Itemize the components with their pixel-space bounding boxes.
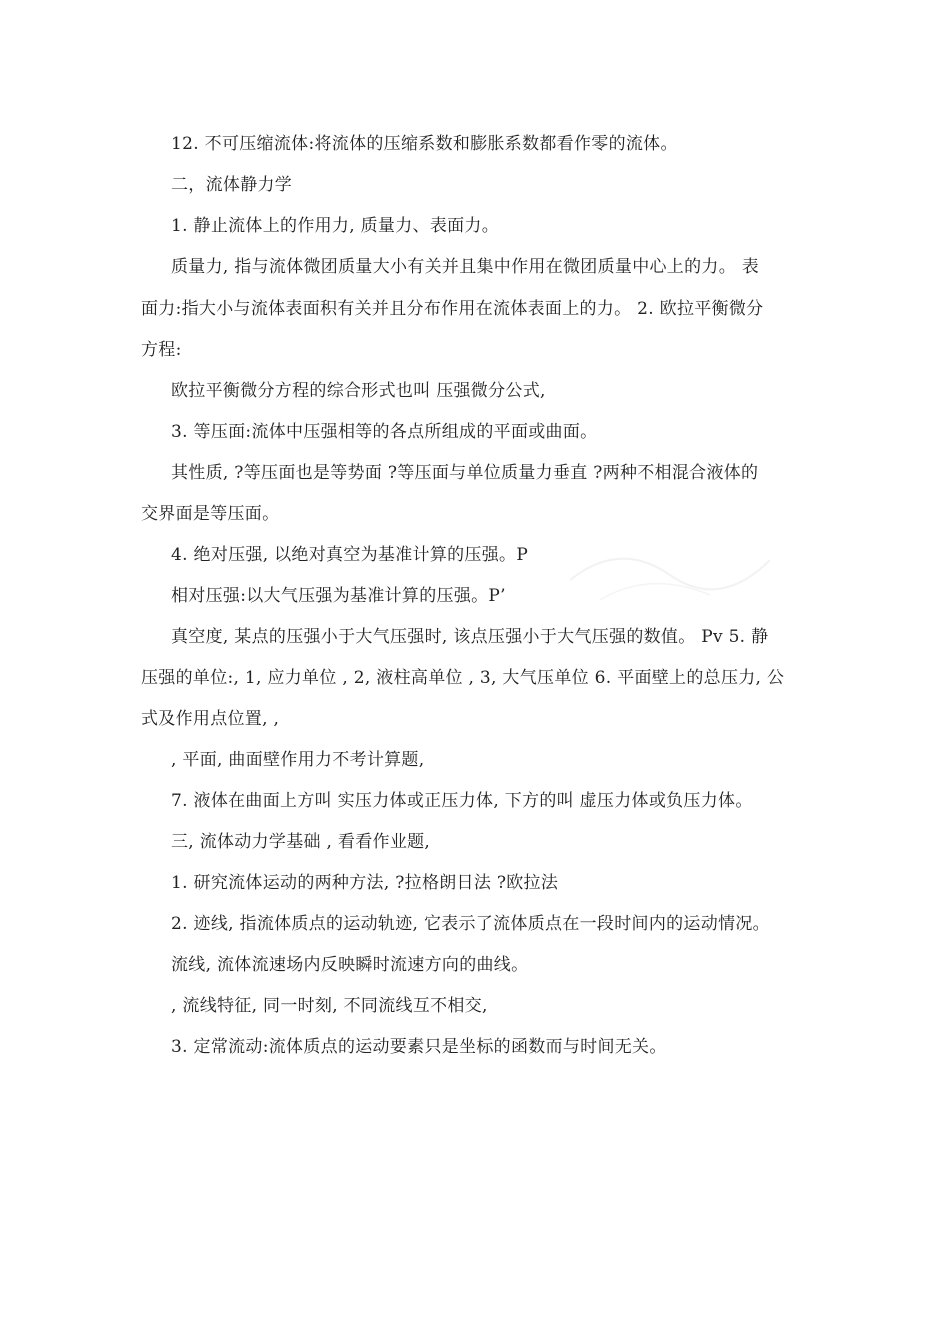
section-heading-fluid-dynamics: 三, 流体动力学基础 , 看看作业题,: [171, 832, 431, 852]
text-line-isobaric-properties: 其性质, ?等压面也是等势面 ?等压面与单位质量力垂直 ?两种不相混合液体的: [171, 463, 759, 483]
text-line-pathline: 2. 迹线, 指流体质点的运动轨迹, 它表示了流体质点在一段时间内的运动情况。: [171, 914, 770, 934]
text-line-streamline-features: , 流线特征, 同一时刻, 不同流线互不相交,: [171, 996, 488, 1016]
text-line-surface-force: 面力:指大小与流体表面积有关并且分布作用在流体表面上的力。 2. 欧拉平衡微分: [141, 299, 764, 319]
text-line-interface: 交界面是等压面。: [141, 504, 280, 524]
text-line-definition-incompressible: 12. 不可压缩流体:将流体的压缩系数和膨胀系数都看作零的流体。: [171, 134, 678, 154]
text-line-euler-equation: 欧拉平衡微分方程的综合形式也叫 压强微分公式,: [171, 381, 546, 401]
text-line-mass-force: 质量力, 指与流体微团质量大小有关并且集中作用在微团质量中心上的力。 表: [171, 257, 760, 277]
text-line-two-methods: 1. 研究流体运动的两种方法, ?拉格朗日法 ?欧拉法: [171, 873, 559, 893]
text-line-relative-pressure: 相对压强:以大气压强为基准计算的压强。P’: [171, 586, 506, 606]
text-line-pressure-body: 7. 液体在曲面上方叫 实压力体或正压力体, 下方的叫 虚压力体或负压力体。: [171, 791, 753, 811]
section-heading-fluid-statics: 二，流体静力学: [171, 175, 293, 195]
text-line-formula-position: 式及作用点位置, ,: [141, 709, 280, 729]
text-line-equation-label: 方程:: [141, 340, 182, 360]
text-line-vacuum: 真空度, 某点的压强小于大气压强时, 该点压强小于大气压强的数值。 Pv 5. 静: [171, 627, 769, 647]
text-line-forces: 1. 静止流体上的作用力, 质量力、表面力。: [171, 216, 500, 236]
text-line-plane-curved: , 平面, 曲面壁作用力不考计算题,: [171, 750, 425, 770]
text-line-streamline: 流线, 流体流速场内反映瞬时流速方向的曲线。: [171, 955, 529, 975]
text-line-steady-flow: 3. 定常流动:流体质点的运动要素只是坐标的函数而与时间无关。: [171, 1037, 667, 1057]
text-line-isobaric-surface: 3. 等压面:流体中压强相等的各点所组成的平面或曲面。: [171, 422, 598, 442]
text-line-pressure-units: 压强的单位:, 1, 应力单位 , 2, 液柱高单位 , 3, 大气压单位 6. 平面壁上的总压力, 公: [141, 668, 785, 688]
text-line-absolute-pressure: 4. 绝对压强, 以绝对真空为基准计算的压强。P: [171, 545, 529, 565]
scan-artifact: [560, 520, 780, 620]
